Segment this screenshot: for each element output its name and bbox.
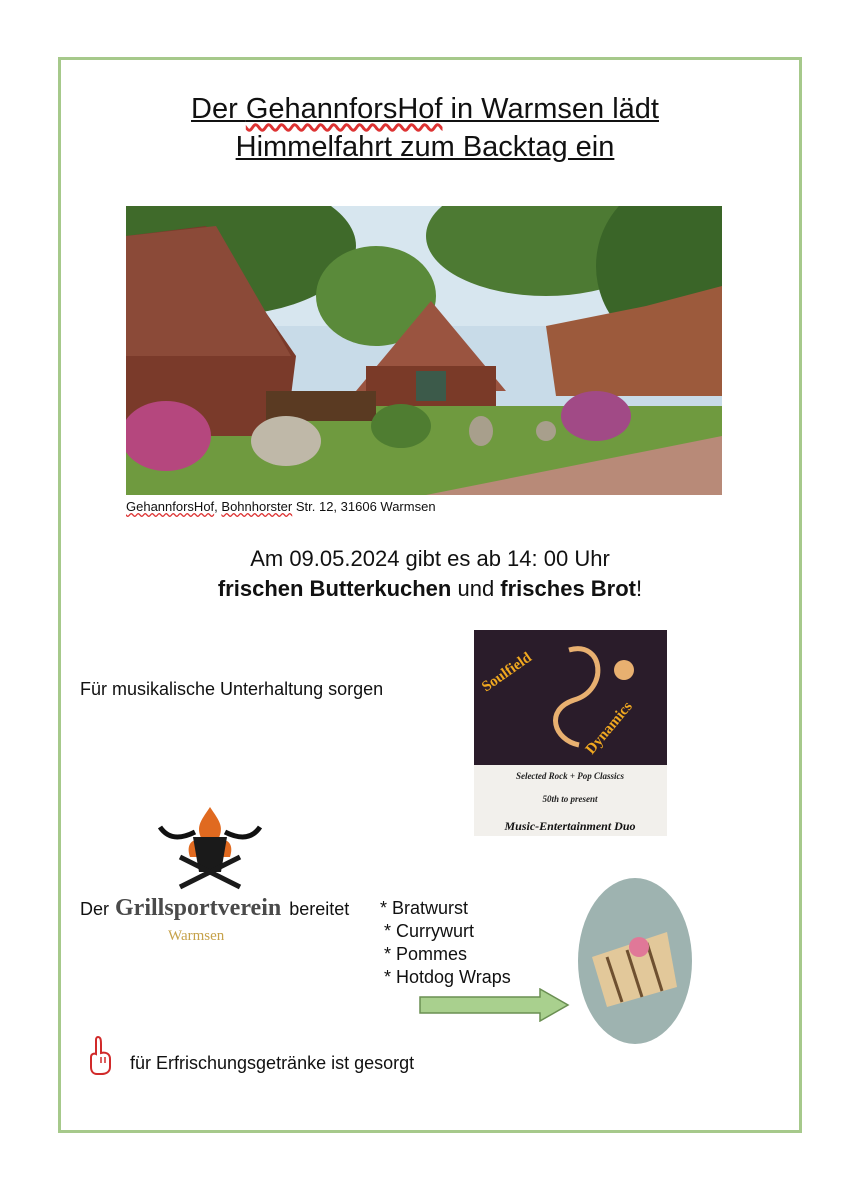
music-text: Für musikalische Unterhaltung sorgen [80,679,384,699]
list-item: * Pommes [384,944,468,964]
list-item: * Bratwurst [380,898,469,918]
grill-line: Der Grillsportverein bereitet [80,895,350,921]
photo-caption: GehannforsHof, Bohnhorster Str. 12, 31606 Warmsen [126,499,436,514]
svg-text:50th to present: 50th to present [542,794,598,804]
list-item: * Hotdog Wraps [384,967,511,987]
hotdog-wrap-photo [577,877,693,1045]
svg-text:Music-Entertainment Duo: Music-Entertainment Duo [504,819,636,833]
arrow-right-icon [418,988,570,1022]
svg-text:Selected Rock + Pop Classics: Selected Rock + Pop Classics [515,771,625,781]
pointing-hand-icon [88,1035,114,1075]
drinks-text: für Erfrischungsgetränke ist gesorgt [130,1053,415,1073]
grill-logo-icon [155,802,265,892]
event-offer-line: frischen Butterkuchen und frisches Brot! [217,576,643,601]
page-title: Der GehannforsHof in Warmsen lädt Himmelfahrt zum Backtag ein [191,93,659,163]
farm-photo [126,206,722,495]
spellcheck-word: GehannforsHof [245,93,443,125]
grill-club-name: Grillsportverein [115,895,282,921]
svg-text:Soulfield: Soulfield [479,649,535,696]
food-menu-list [380,897,511,989]
event-date-line: Am 09.05.2024 gibt es ab 14: 00 Uhr [250,546,610,571]
list-item: * Currywurt [384,921,475,941]
grill-club-place: Warmsen [168,928,225,944]
svg-text:Dynamics: Dynamics [582,698,636,758]
band-poster [474,630,667,836]
